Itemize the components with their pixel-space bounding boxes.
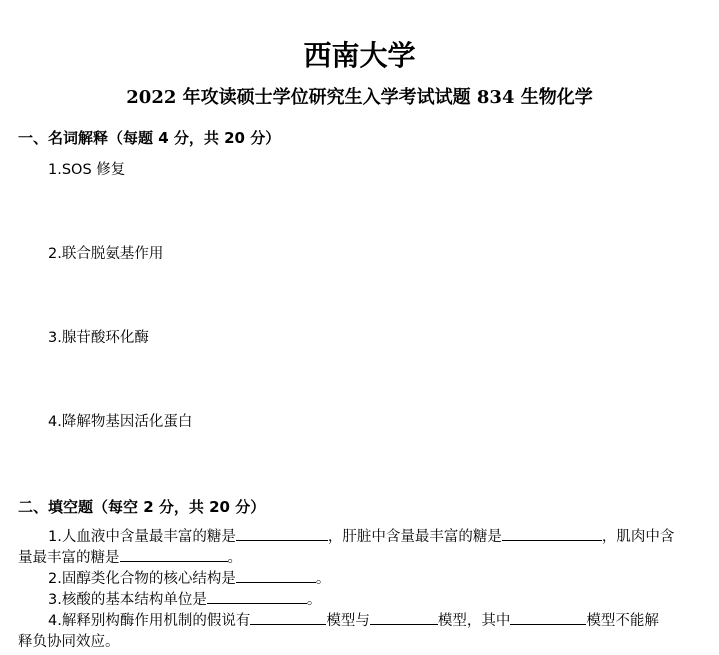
q4-text-c: 模型，其中 [437, 613, 511, 629]
school-name: 西南大学 [303, 39, 416, 72]
q2-text: 2.固醇类化合物的核心结构是 [48, 571, 236, 587]
answer-blank [502, 526, 602, 541]
q1-text-d: 量最丰富的糖是 [18, 550, 120, 566]
answer-blank [120, 547, 228, 562]
section2-heading: 二、填空题（每空 2 分，共 20 分） [18, 498, 266, 516]
q4-text-d: 模型不能解 [586, 613, 659, 629]
question-1-cont [18, 547, 242, 569]
answer-blank [207, 589, 307, 604]
term-1: 1.SOS 修复 [48, 162, 126, 178]
answer-blank [236, 526, 328, 541]
answer-blank [510, 610, 586, 625]
answer-blank [236, 568, 316, 583]
q1-text-b: ，肝脏中含量最丰富的糖是 [327, 529, 502, 545]
question-4-cont: 释负协同效应。 [18, 634, 120, 650]
term-4: 4.降解物基因活化蛋白 [48, 414, 193, 430]
q1-end: 。 [227, 550, 242, 566]
term-2: 2.联合脱氨基作用 [48, 246, 164, 262]
answer-blank [370, 610, 438, 625]
question-3 [48, 589, 321, 611]
question-4 [48, 610, 659, 632]
q4-text-b: 模型与 [326, 613, 370, 629]
question-2 [48, 568, 330, 590]
q1-text-c: ，肌肉中含 [601, 529, 675, 545]
q3-end: 。 [306, 592, 322, 608]
q1-text-a: 1.人血液中含量最丰富的糖是 [48, 529, 236, 545]
answer-blank [250, 610, 326, 625]
q2-end: 。 [315, 571, 331, 587]
term-3: 3.腺苷酸环化酶 [48, 330, 149, 346]
q3-text: 3.核酸的基本结构单位是 [48, 592, 207, 608]
section1-heading: 一、名词解释（每题 4 分，共 20 分） [18, 129, 281, 147]
exam-title: 2022 年攻读硕士学位研究生入学考试试题 834 生物化学 [126, 87, 593, 108]
q4-text-a: 4.解释别构酶作用机制的假说有 [48, 613, 251, 629]
question-1 [48, 526, 674, 548]
